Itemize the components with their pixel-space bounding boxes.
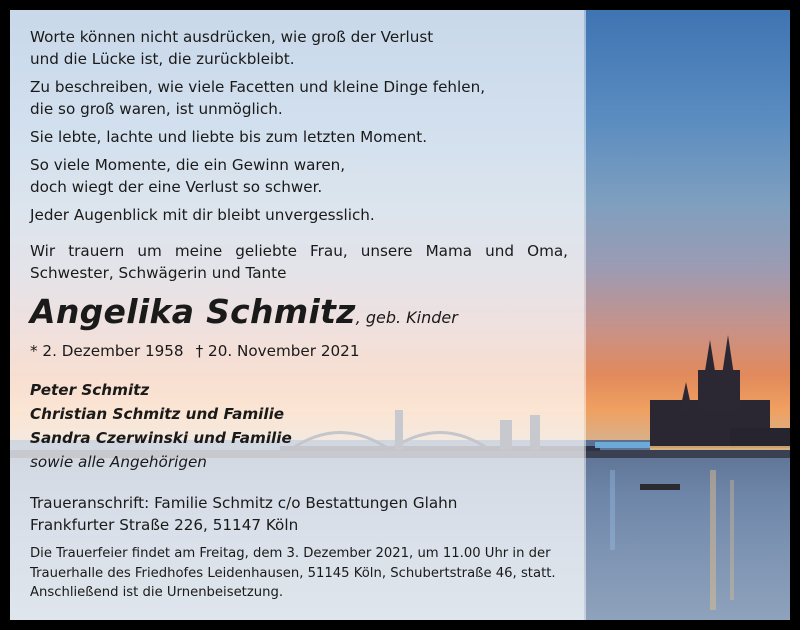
mourner: sowie alle Angehörigen [30,453,207,471]
poem-stanza [30,204,570,226]
address-line: Traueranschrift: Familie Schmitz c/o Bestattungen Glahn [30,494,458,512]
mourning-intro: Wir trauern um meine geliebte Frau, unsere Mama und Oma, Schwester, Schwägerin und Tante [30,242,568,282]
poem-stanza [30,154,570,198]
poem-line: und die Lücke ist, die zurückbleibt. [30,50,295,68]
poem-line: Jeder Augenblick mit dir bleibt unvergesslich. [30,206,375,224]
poem-line: doch wiegt der eine Verlust so schwer. [30,178,323,196]
poem-stanza [30,126,570,148]
mourners-list [30,378,570,474]
poem-line: So viele Momente, die ein Gewinn waren, [30,156,346,174]
poem-line: Zu beschreiben, wie viele Facetten und kleine Dinge fehlen, [30,78,486,96]
deceased-name-line [30,292,570,332]
poem-line: die so groß waren, ist unmöglich. [30,100,283,118]
obituary-text [30,26,570,603]
maiden-name: , geb. Kinder [355,308,458,327]
deceased-name: Angelika Schmitz [30,292,356,331]
poem-stanza [30,76,570,120]
death-date: † 20. November 2021 [195,342,360,360]
poem-stanza [30,26,570,70]
mourner: Sandra Czerwinski und Familie [30,429,292,447]
poem-line: Worte können nicht ausdrücken, wie groß der Verlust [30,28,434,46]
overlay-edge [584,10,586,620]
life-dates [30,340,570,362]
birth-date: * 2. Dezember 1958 [30,342,184,360]
mourner: Christian Schmitz und Familie [30,405,285,423]
funeral-notice: Die Trauerfeier findet am Freitag, dem 3. Dezember 2021, um 11.00 Uhr in der Trauerhalle des Friedhofes Leidenhausen, 51145 Köln, Schubertstraße 46, statt. Anschließend ist die Urnenbeisetzung. [30,546,556,600]
address-line: Frankfurter Straße 226, 51147 Köln [30,516,299,534]
mourner: Peter Schmitz [30,381,150,399]
poem-line: Sie lebte, lachte und liebte bis zum letzten Moment. [30,128,428,146]
poem [30,26,570,226]
mourning-address [30,492,570,536]
